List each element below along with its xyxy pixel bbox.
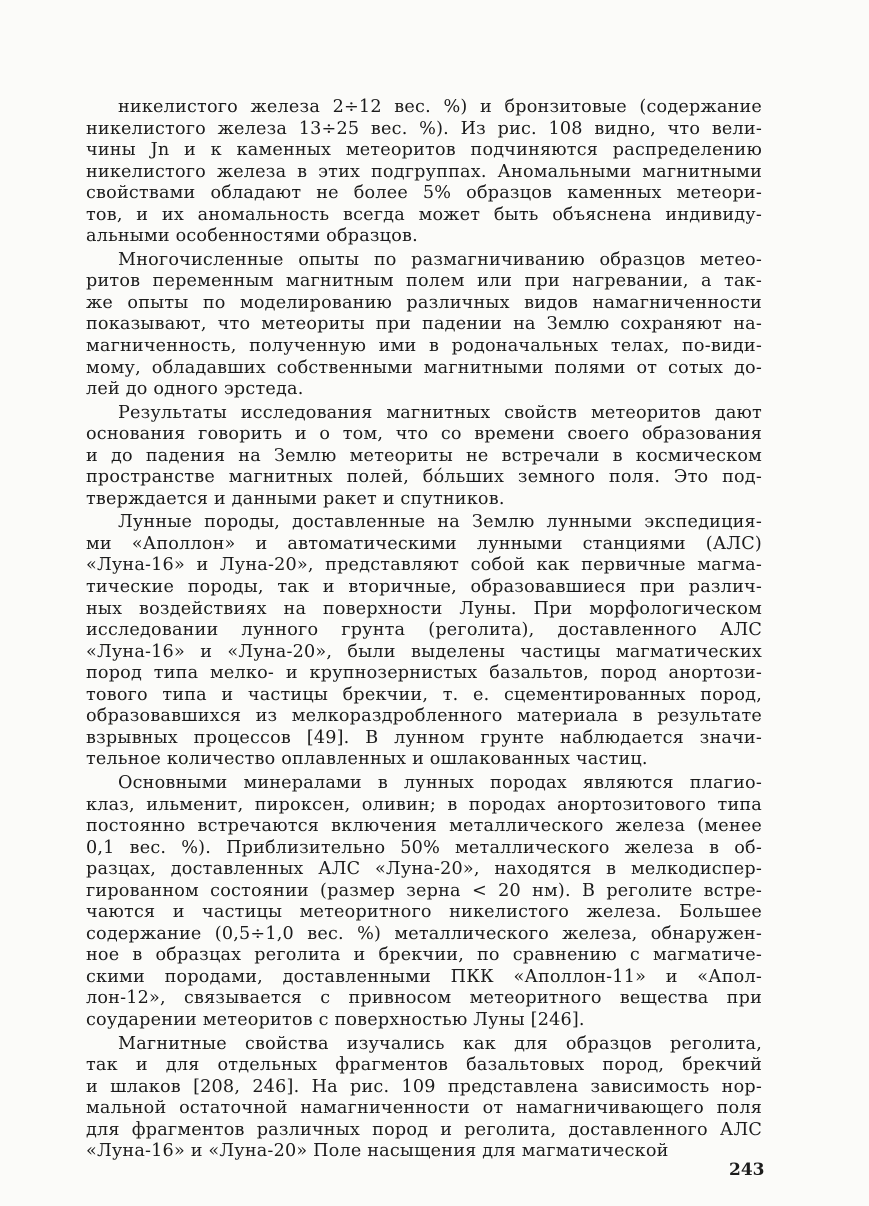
text-line: ное в образцах реголита и брекчии, по сравнению с магматиче- [86, 945, 762, 966]
text-line: соударении метеоритов с поверхностью Луны [246]. [86, 1009, 585, 1030]
text-line: альными особенностями образцов. [86, 226, 418, 247]
paragraph [86, 403, 762, 511]
text-line: «Луна-16» и «Луна-20», были выделены частицы магматических [86, 641, 762, 662]
text-line: лон-12», связывается с привносом метеоритного вещества при [86, 988, 762, 1009]
text-line: «Луна-16» и «Луна-20» Поле насыщения для магматической [86, 1141, 669, 1162]
text-line: Лунные породы, доставленные на Землю лунными экспедиция- [118, 512, 762, 533]
text-line: Результаты исследования магнитных свойств метеоритов дают [118, 402, 762, 423]
text-line: же опыты по моделированию различных видов намагниченности [86, 292, 762, 313]
text-line: и шлаков [208, 246]. На рис. 109 представлена зависимость нор- [86, 1076, 762, 1097]
text-line: 0,1 вес. %). Приблизительно 50% металлического железа в об- [86, 837, 762, 858]
text-line: разцах, доставленных АЛС «Луна-20», находятся в мелкодиспер- [86, 859, 762, 880]
text-line: чаются и частицы метеоритного никелистого железа. Большее [86, 902, 762, 923]
text-line: скими породами, доставленными ПКК «Аполлон-11» и «Апол- [86, 966, 762, 987]
text-line: клаз, ильменит, пироксен, оливин; в породах анортозитового типа [86, 794, 762, 815]
text-line: ных воздействиях на поверхности Луны. При морфологическом [86, 598, 762, 619]
text-line: исследовании лунного грунта (реголита), доставленного АЛС [86, 620, 762, 641]
text-line: свойствами обладают не более 5% образцов каменных метеори- [86, 183, 762, 204]
text-line: содержание (0,5÷1,0 вес. %) металлического железа, обнаружен- [86, 923, 762, 944]
text-line: взрывных процессов [49]. В лунном грунте наблюдается значи- [86, 727, 762, 748]
text-line: никелистого железа 13÷25 вес. %). Из рис. 108 видно, что вели- [86, 118, 762, 139]
text-line: основания говорить и о том, что со времени своего образования [86, 424, 762, 445]
text-line: мому, обладавших собственными магнитными полями от сотых до- [86, 357, 762, 378]
paragraph [86, 773, 762, 1032]
text-line: образовавшихся из мелкораздробленного материала в результате [86, 706, 762, 727]
paragraph [86, 512, 762, 771]
text-line: никелистого железа 2÷12 вес. %) и бронзитовые (содержание [118, 97, 762, 117]
text-line: чины Jn и κ каменных метеоритов подчиняются распределению [86, 140, 762, 161]
text-line: тового типа и частицы брекчии, т. е. сцементированных пород, [86, 684, 762, 705]
text-line: тов, и их аномальность всегда может быть объяснена индивиду- [86, 204, 762, 225]
text-line: так и для отдельных фрагментов базальтовых пород, брекчий [86, 1055, 762, 1076]
text-line: никелистого железа в этих подгруппах. Аномальными магнитными [86, 161, 762, 182]
text-line: ритов переменным магнитным полем или при нагревании, а так- [86, 271, 762, 292]
paragraph [86, 1034, 762, 1163]
text-line: тверждается и данными ракет и спутников. [86, 488, 505, 509]
text-line: ми «Аполлон» и автоматическими лунными станциями (АЛС) [86, 533, 762, 554]
page-number: 243 [729, 1160, 765, 1180]
text-line: тельное количество оплавленных и ошлакованных частиц. [86, 749, 648, 770]
text-line: тические породы, так и вторичные, образовавшиеся при различ- [86, 577, 762, 598]
text-line: показывают, что метеориты при падении на Землю сохраняют на- [86, 314, 762, 335]
text-line: Многочисленные опыты по размагничиванию образцов метео- [118, 249, 762, 270]
text-line: мальной остаточной намагниченности от намагничивающего поля [86, 1098, 762, 1119]
text-line: для фрагментов различных пород и реголита, доставленного АЛС [86, 1119, 762, 1140]
text-line: постоянно встречаются включения металлического железа (менее [86, 816, 762, 837]
text-line: лей до одного эрстеда. [86, 379, 304, 400]
paragraph [86, 250, 762, 401]
text-line: Магнитные свойства изучались как для образцов реголита, [118, 1033, 762, 1054]
text-line: гированном состоянии (размер зерна < 20 нм). В реголите встре- [86, 880, 762, 901]
text-line: магниченность, полученную ими в родоначальных телах, по-види- [86, 336, 762, 357]
paragraph [86, 97, 762, 248]
text-line: «Луна-16» и Луна-20», представляют собой как первичные магма- [86, 555, 762, 576]
body-text [86, 97, 762, 1163]
text-line: пространстве магнитных полей, бóльших земного поля. Это под- [86, 467, 762, 488]
text-line: пород типа мелко- и крупнозернистых базальтов, пород анортози- [86, 663, 762, 684]
text-line: Основными минералами в лунных породах являются плагио- [118, 772, 762, 793]
text-line: и до падения на Землю метеориты не встречали в космическом [86, 445, 762, 466]
